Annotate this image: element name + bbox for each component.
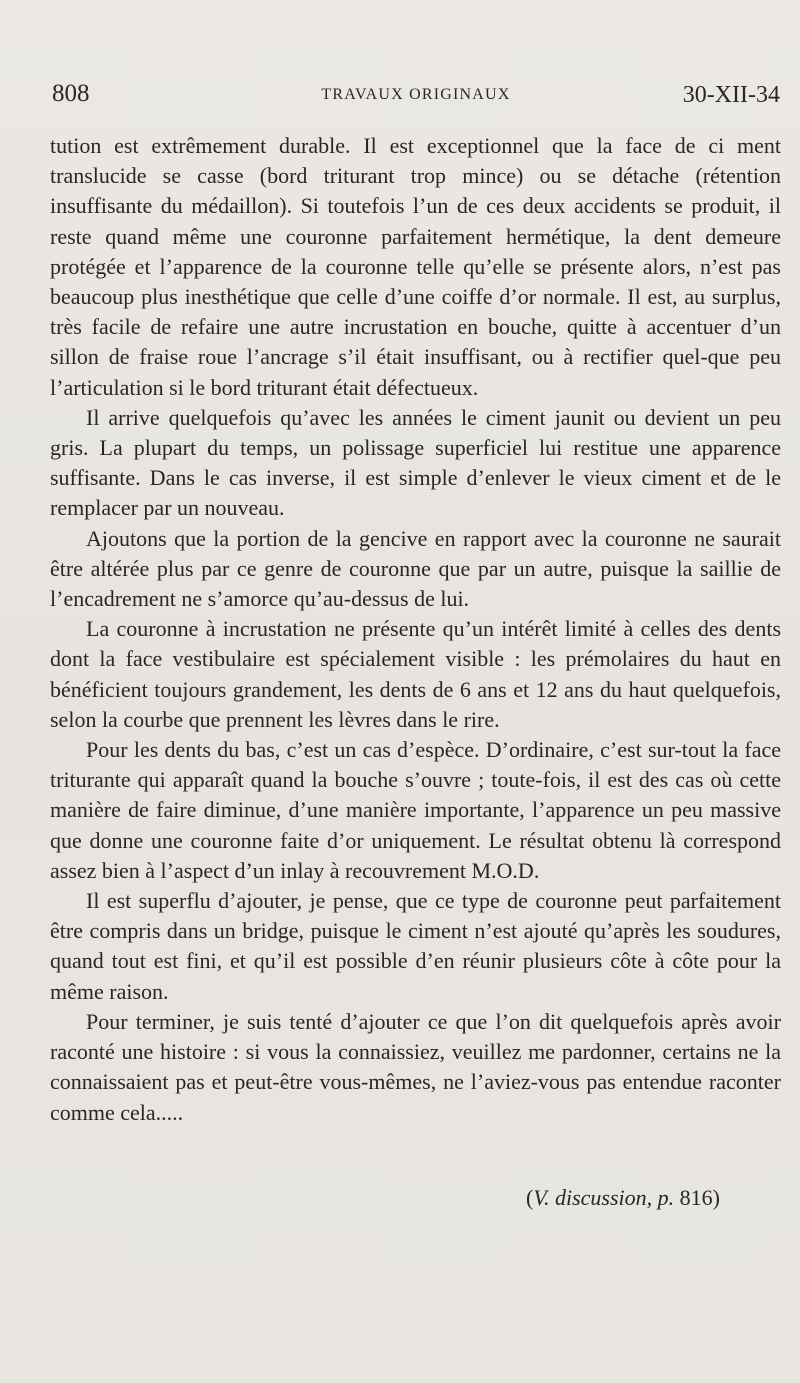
running-head bbox=[52, 80, 780, 116]
article-body bbox=[50, 131, 781, 1128]
paragraph: Il arrive quelquefois qu’avec les années le ciment jaunit ou devient un peu gris. La plupart du temps, un polissage superficiel lui restitue une apparence suffisante. Dans le cas inverse, il est simple d’enlever le vieux ciment et de le remplacer par un nouveau. bbox=[50, 404, 781, 521]
paragraph: Ajoutons que la portion de la gencive en rapport avec la couronne ne saurait être altérée plus par ce genre de couronne que par un autre, puisque la saillie de l’encadrement ne s’amorce qu’au-dessus de lui. bbox=[50, 525, 781, 612]
page-number: 808 bbox=[52, 80, 90, 107]
reference-discussion: discussion, bbox=[554, 1185, 653, 1210]
paragraph: Pour les dents du bas, c’est un cas d’espèce. D’ordinaire, c’est sur-tout la face triturante qui apparaît quand la bouche s’ouvre ; toute-fois, il est des cas où cette manière de faire diminue, d’une manière importante, l’apparence un peu massive que donne une couronne faite d’or uniquement. Le résultat obtenu là correspond assez bien à l’aspect d’un inlay à recouvrement M.O.D. bbox=[50, 737, 781, 883]
reference-close-paren: ) bbox=[712, 1185, 720, 1210]
reference-page-number: 816 bbox=[679, 1185, 713, 1210]
paragraph: Il est superflu d’ajouter, je pense, que ce type de couronne peut parfaitement être compris dans un bridge, puisque le ciment n’est ajouté qu’après les soudures, quand tout est fini, et qu’il est possible d’en réunir plusieurs côte à côte pour la même raison. bbox=[50, 888, 781, 1004]
discussion-reference bbox=[526, 1185, 720, 1211]
reference-page-label: p. bbox=[657, 1185, 675, 1210]
reference-open-paren: ( bbox=[526, 1185, 534, 1210]
section-title: TRAVAUX ORIGINAUX bbox=[321, 86, 511, 103]
paragraph: La couronne à incrustation ne présente qu’un intérêt limité à celles des dents dont la face vestibulaire est spécialement visible : les prémolaires du haut en bénéficient toujours grandement, les dents de 6 ans et 12 ans du haut quelquefois, selon la courbe que prennent les lèvres dans le rire. bbox=[50, 616, 781, 732]
paragraph-continued: tution est extrêmement durable. Il est exceptionnel que la face de ci ment translucide se casse (bord triturant trop mince) ou se détache (rétention insuffisante du médaillon). Si toutefois l’un de ces deux accidents se produit, il reste quand même une couronne parfaitement hermétique, la dent demeure protégée et l’apparence de la couronne telle qu’elle se présente alors, n’est pas beaucoup plus inesthétique que celle d’une coiffe d’or normale. Il est, au surplus, très facile de refaire une autre incrustation en bouche, quitte à accentuer d’un sillon de fraise roue l’ancrage s’il était insuffisant, ou à rectifier quel-que peu l’articulation si le bord triturant était défectueux. bbox=[50, 133, 781, 400]
paragraph: Pour terminer, je suis tenté d’ajouter ce que l’on dit quelquefois après avoir raconté une histoire : si vous la connaissiez, veuillez me pardonner, certains ne la connaissaient pas et peut-être vous-mêmes, ne l’aviez-vous pas entendue raconter comme cela..... bbox=[50, 1008, 781, 1125]
reference-volume: V. bbox=[533, 1185, 550, 1210]
issue-date: 30-XII-34 bbox=[682, 82, 780, 108]
